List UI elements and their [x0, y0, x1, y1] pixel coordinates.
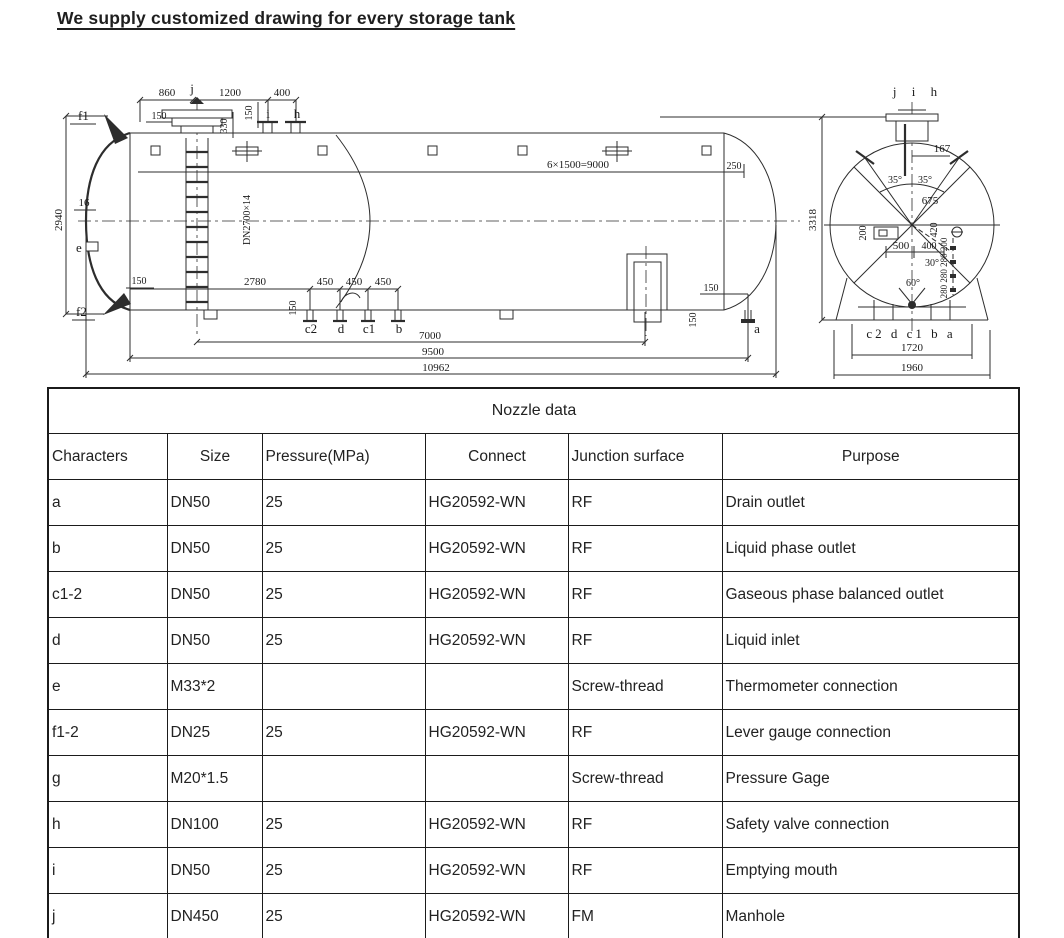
- col-header-connect: Connect: [425, 434, 568, 480]
- cell-pressure: 25: [262, 848, 425, 894]
- cell-connect: HG20592-WN: [425, 894, 568, 938]
- cell-purpose: Thermometer connection: [722, 664, 1019, 710]
- side-view: [53, 81, 800, 378]
- dim-167: 167: [933, 143, 951, 155]
- label-f2: f2: [76, 304, 87, 319]
- cell-size: DN50: [167, 848, 262, 894]
- dim-stack: 280 280 280 200: [939, 237, 949, 299]
- angle-35-left: 35°: [888, 175, 902, 186]
- cell-size: DN50: [167, 480, 262, 526]
- label-a: a: [754, 321, 760, 336]
- table-row: [48, 526, 1019, 572]
- table-row: [48, 572, 1019, 618]
- safety-valve-nozzle: [285, 122, 306, 133]
- cell-size: DN25: [167, 710, 262, 756]
- cell-junction: RF: [568, 618, 722, 664]
- table-header-row: [48, 434, 1019, 480]
- cell-junction: Screw-thread: [568, 756, 722, 802]
- dim-675: 675: [921, 195, 939, 207]
- cell-character: e: [48, 664, 167, 710]
- end-top-labels: j i h: [892, 84, 944, 99]
- cell-junction: FM: [568, 894, 722, 938]
- cell-character: g: [48, 756, 167, 802]
- label-f1: f1: [78, 108, 89, 123]
- dim-420: 420: [929, 222, 940, 238]
- cell-purpose: Lever gauge connection: [722, 710, 1019, 756]
- table-row: [48, 710, 1019, 756]
- label-j: j: [190, 81, 194, 96]
- cell-junction: Screw-thread: [568, 664, 722, 710]
- table-caption: Nozzle data: [48, 388, 1019, 434]
- nozzle-table-area: [47, 387, 1018, 938]
- cell-character: f1-2: [48, 710, 167, 756]
- cell-purpose: Gaseous phase balanced outlet: [722, 572, 1019, 618]
- cell-size: DN50: [167, 572, 262, 618]
- cell-size: M20*1.5: [167, 756, 262, 802]
- cell-purpose: Emptying mouth: [722, 848, 1019, 894]
- dim-150-av: 150: [688, 312, 699, 328]
- cell-junction: RF: [568, 848, 722, 894]
- cell-connect: HG20592-WN: [425, 618, 568, 664]
- dim-150-i: 150: [244, 105, 255, 121]
- end-bottom-labels: c2 d c1 b a: [866, 326, 956, 341]
- label-e: e: [76, 240, 82, 255]
- cell-junction: RF: [568, 710, 722, 756]
- cell-character: i: [48, 848, 167, 894]
- dim-330: 330: [219, 118, 230, 134]
- table-row: [48, 756, 1019, 802]
- dim-1720: 1720: [901, 342, 923, 354]
- f1-nozzle: [104, 114, 128, 144]
- label-b: b: [395, 321, 403, 336]
- cell-connect: HG20592-WN: [425, 572, 568, 618]
- table-caption-row: [48, 388, 1019, 434]
- label-i: i: [266, 106, 270, 121]
- dim-450b: 450: [345, 276, 363, 288]
- cell-purpose: Pressure Gage: [722, 756, 1019, 802]
- cell-character: c1-2: [48, 572, 167, 618]
- cell-connect: [425, 756, 568, 802]
- cell-pressure: 25: [262, 480, 425, 526]
- dim-500: 500: [892, 240, 910, 252]
- cell-size: DN50: [167, 618, 262, 664]
- tank-drawing: [0, 80, 1064, 386]
- cell-purpose: Liquid inlet: [722, 618, 1019, 664]
- dim-450a: 450: [316, 276, 334, 288]
- table-row: [48, 802, 1019, 848]
- cell-connect: HG20592-WN: [425, 848, 568, 894]
- label-c2: c2: [304, 321, 318, 336]
- dim-2780: 2780: [244, 276, 266, 288]
- dim-150-top: 150: [151, 111, 167, 122]
- cell-character: b: [48, 526, 167, 572]
- drain-sump: [627, 246, 667, 336]
- col-header-size: Size: [167, 434, 262, 480]
- cell-character: h: [48, 802, 167, 848]
- dim-9500: 9500: [422, 346, 444, 358]
- top-fitting: [232, 141, 262, 162]
- cell-pressure: 25: [262, 894, 425, 938]
- dim-150-c2: 150: [288, 300, 299, 316]
- cell-character: d: [48, 618, 167, 664]
- dim-7000: 7000: [419, 330, 441, 342]
- table-row: [48, 664, 1019, 710]
- nozzle-data-table: [47, 387, 1020, 938]
- cell-connect: HG20592-WN: [425, 710, 568, 756]
- cell-connect: HG20592-WN: [425, 526, 568, 572]
- table-row: [48, 894, 1019, 938]
- col-header-pressure: Pressure(MPa): [262, 434, 425, 480]
- dim-200: 200: [858, 225, 869, 241]
- dim-150-bl: 150: [131, 276, 147, 287]
- dim-9000: 6×1500=9000: [547, 159, 609, 171]
- angle-35-right: 35°: [918, 175, 932, 186]
- dim-150-ah: 150: [703, 283, 719, 294]
- dim-450c: 450: [374, 276, 392, 288]
- dim-1960: 1960: [901, 362, 923, 374]
- dim-16: 16: [78, 197, 90, 209]
- dim-2940: 2940: [53, 209, 65, 231]
- cell-junction: RF: [568, 802, 722, 848]
- cell-size: DN450: [167, 894, 262, 938]
- cell-pressure: [262, 756, 425, 802]
- dim-1200: 1200: [219, 87, 241, 99]
- emptying-nozzle: [257, 122, 278, 133]
- cell-character: a: [48, 480, 167, 526]
- cell-size: DN50: [167, 526, 262, 572]
- cell-purpose: Drain outlet: [722, 480, 1019, 526]
- dim-10962: 10962: [422, 362, 450, 374]
- table-row: [48, 848, 1019, 894]
- col-header-junction: Junction surface: [568, 434, 722, 480]
- cell-pressure: 25: [262, 526, 425, 572]
- cell-size: DN100: [167, 802, 262, 848]
- dim-3318: 3318: [807, 209, 819, 231]
- cell-purpose: Manhole: [722, 894, 1019, 938]
- cell-purpose: Liquid phase outlet: [722, 526, 1019, 572]
- cell-junction: RF: [568, 572, 722, 618]
- cell-junction: RF: [568, 480, 722, 526]
- col-header-purpose: Purpose: [722, 434, 1019, 480]
- cell-pressure: 25: [262, 618, 425, 664]
- dim-250: 250: [726, 161, 742, 172]
- cell-pressure: 25: [262, 802, 425, 848]
- dim-400: 400: [921, 241, 937, 252]
- dim-400: 400: [273, 87, 291, 99]
- cell-pressure: [262, 664, 425, 710]
- label-d: d: [337, 321, 345, 336]
- dim-860: 860: [158, 87, 176, 99]
- cell-size: M33*2: [167, 664, 262, 710]
- page-title: We supply customized drawing for every storage tank: [57, 8, 516, 28]
- cell-character: j: [48, 894, 167, 938]
- bottom-nozzles: [303, 293, 405, 321]
- cell-pressure: 25: [262, 572, 425, 618]
- shell-spec: DN2700×14: [242, 194, 253, 246]
- cell-connect: HG20592-WN: [425, 480, 568, 526]
- angle-60: 60°: [906, 278, 920, 289]
- label-c1: c1: [362, 321, 376, 336]
- table-row: [48, 618, 1019, 664]
- table-row: [48, 480, 1019, 526]
- end-view: [660, 84, 1000, 379]
- angle-30: 30°: [925, 258, 939, 269]
- cell-junction: RF: [568, 526, 722, 572]
- cell-connect: HG20592-WN: [425, 802, 568, 848]
- e-nozzle: [86, 242, 98, 251]
- label-h: h: [293, 106, 301, 121]
- cell-pressure: 25: [262, 710, 425, 756]
- cell-purpose: Safety valve connection: [722, 802, 1019, 848]
- cell-connect: [425, 664, 568, 710]
- col-header-characters: Characters: [48, 434, 167, 480]
